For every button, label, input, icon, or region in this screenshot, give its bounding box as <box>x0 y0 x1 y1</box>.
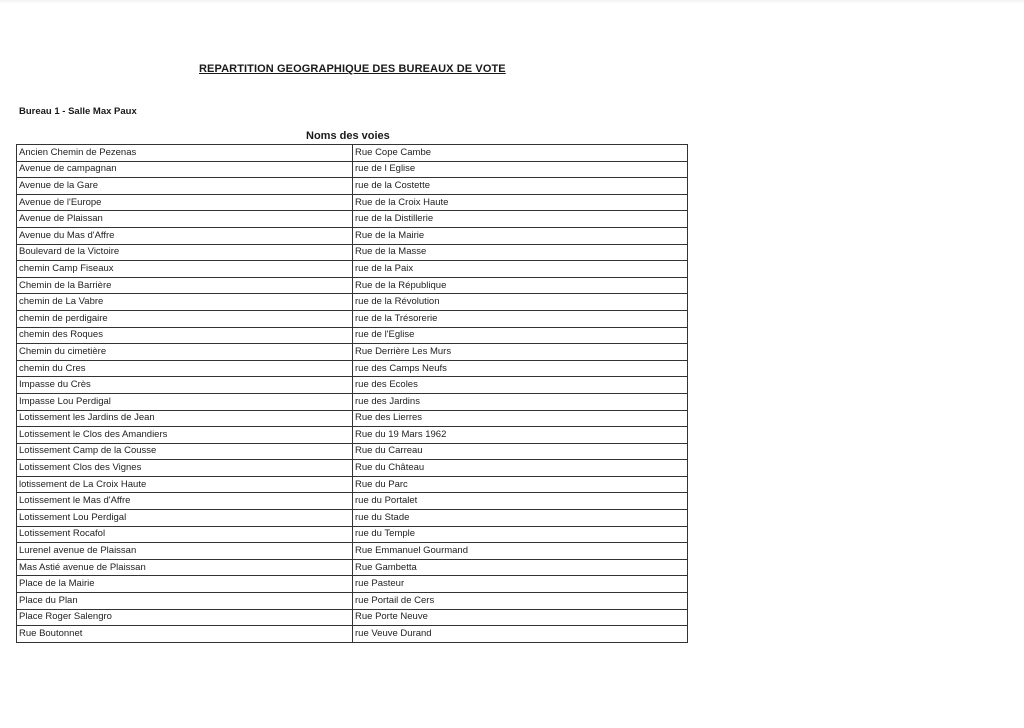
street-cell-right: Rue de la Croix Haute <box>353 194 688 211</box>
table-row <box>17 526 688 543</box>
street-cell-right: rue de la Trésorerie <box>353 310 688 327</box>
street-cell-left: Place du Plan <box>17 593 353 610</box>
street-cell-left: Lotissement Rocafol <box>17 526 353 543</box>
bureau-heading: Bureau 1 - Salle Max Paux <box>19 106 137 117</box>
street-cell-right: Rue du Carreau <box>353 443 688 460</box>
table-row <box>17 310 688 327</box>
table-row <box>17 178 688 195</box>
street-cell-left: Lotissement les Jardins de Jean <box>17 410 353 427</box>
table-row <box>17 476 688 493</box>
street-cell-left: Lurenel avenue de Plaissan <box>17 543 353 560</box>
table-row <box>17 294 688 311</box>
table-row <box>17 261 688 278</box>
page-top-edge <box>0 0 1024 4</box>
street-cell-right: rue de la Révolution <box>353 294 688 311</box>
table-row <box>17 211 688 228</box>
table-row <box>17 161 688 178</box>
street-cell-right: rue des Ecoles <box>353 377 688 394</box>
street-cell-left: Impasse Lou Perdigal <box>17 393 353 410</box>
street-cell-right: Rue de la Masse <box>353 244 688 261</box>
street-cell-left: Place Roger Salengro <box>17 609 353 626</box>
street-cell-right: rue du Portalet <box>353 493 688 510</box>
street-cell-left: Place de la Mairie <box>17 576 353 593</box>
table-row <box>17 227 688 244</box>
street-cell-right: rue Portail de Cers <box>353 593 688 610</box>
street-cell-left: chemin du Cres <box>17 360 353 377</box>
street-cell-right: rue de la Distillerie <box>353 211 688 228</box>
table-row <box>17 377 688 394</box>
street-cell-left: Lotissement Camp de la Cousse <box>17 443 353 460</box>
street-cell-right: Rue Emmanuel Gourmand <box>353 543 688 560</box>
street-cell-right: Rue Porte Neuve <box>353 609 688 626</box>
street-cell-right: Rue du 19 Mars 1962 <box>353 427 688 444</box>
table-row <box>17 244 688 261</box>
document-title: REPARTITION GEOGRAPHIQUE DES BUREAUX DE VOTE <box>199 63 506 75</box>
street-cell-right: Rue de la République <box>353 277 688 294</box>
table-row <box>17 194 688 211</box>
street-cell-right: rue de la Costette <box>353 178 688 195</box>
street-cell-left: Chemin du cimetière <box>17 344 353 361</box>
street-cell-left: lotissement de La Croix Haute <box>17 476 353 493</box>
table-row <box>17 393 688 410</box>
street-cell-left: Lotissement Lou Perdigal <box>17 510 353 527</box>
table-row <box>17 145 688 162</box>
table-heading: Noms des voies <box>306 130 390 142</box>
table-row <box>17 460 688 477</box>
street-cell-right: rue des Jardins <box>353 393 688 410</box>
table-row <box>17 576 688 593</box>
street-cell-right: Rue Derrière Les Murs <box>353 344 688 361</box>
street-cell-left: chemin des Roques <box>17 327 353 344</box>
street-cell-left: Avenue de l'Europe <box>17 194 353 211</box>
street-cell-left: Rue Boutonnet <box>17 626 353 643</box>
table-row <box>17 360 688 377</box>
street-cell-left: Avenue de Plaissan <box>17 211 353 228</box>
table-row <box>17 443 688 460</box>
street-cell-left: Chemin de la Barrière <box>17 277 353 294</box>
street-cell-right: Rue Cope Cambe <box>353 145 688 162</box>
street-cell-right: Rue des Lierres <box>353 410 688 427</box>
street-cell-right: rue de l Eglise <box>353 161 688 178</box>
table-row <box>17 543 688 560</box>
street-cell-left: Ancien Chemin de Pezenas <box>17 145 353 162</box>
street-cell-right: rue du Temple <box>353 526 688 543</box>
table-row <box>17 593 688 610</box>
table-row <box>17 510 688 527</box>
street-cell-right: Rue de la Mairie <box>353 227 688 244</box>
street-cell-right: Rue Gambetta <box>353 559 688 576</box>
street-cell-left: chemin de La Vabre <box>17 294 353 311</box>
street-cell-left: Lotissement le Mas d'Affre <box>17 493 353 510</box>
street-cell-right: rue Veuve Durand <box>353 626 688 643</box>
street-cell-left: Avenue de campagnan <box>17 161 353 178</box>
table-row <box>17 344 688 361</box>
streets-table-body <box>17 145 688 643</box>
street-cell-left: Lotissement Clos des Vignes <box>17 460 353 477</box>
table-row <box>17 327 688 344</box>
street-cell-right: Rue du Parc <box>353 476 688 493</box>
street-cell-right: Rue du Château <box>353 460 688 477</box>
street-cell-left: Boulevard de la Victoire <box>17 244 353 261</box>
table-row <box>17 559 688 576</box>
street-cell-left: chemin de perdigaire <box>17 310 353 327</box>
table-row <box>17 493 688 510</box>
street-cell-right: rue de l'Eglise <box>353 327 688 344</box>
street-cell-right: rue du Stade <box>353 510 688 527</box>
street-cell-left: Mas Astié avenue de Plaissan <box>17 559 353 576</box>
street-cell-right: rue de la Paix <box>353 261 688 278</box>
street-cell-left: Lotissement le Clos des Amandiers <box>17 427 353 444</box>
street-cell-left: Impasse du Crès <box>17 377 353 394</box>
street-cell-left: chemin Camp Fiseaux <box>17 261 353 278</box>
table-row <box>17 609 688 626</box>
table-row <box>17 277 688 294</box>
street-cell-right: rue Pasteur <box>353 576 688 593</box>
street-cell-left: Avenue du Mas d'Affre <box>17 227 353 244</box>
street-cell-left: Avenue de la Gare <box>17 178 353 195</box>
streets-table <box>16 144 688 643</box>
table-row <box>17 410 688 427</box>
table-row <box>17 626 688 643</box>
street-cell-right: rue des Camps Neufs <box>353 360 688 377</box>
table-row <box>17 427 688 444</box>
